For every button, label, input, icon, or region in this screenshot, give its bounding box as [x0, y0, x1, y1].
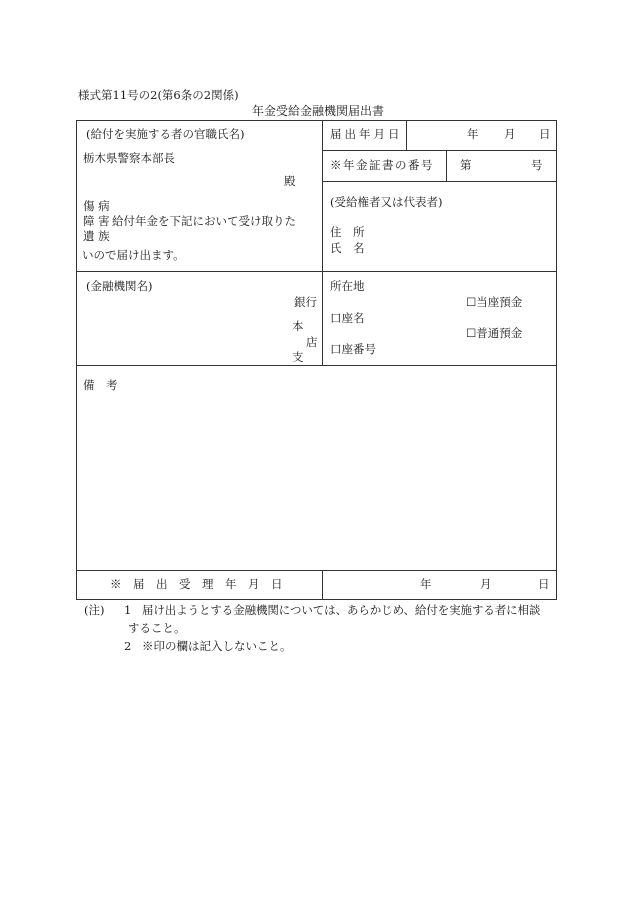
- location-label: 所在地: [330, 279, 365, 293]
- note1-line2: すること。: [128, 621, 186, 635]
- branch-label: 支: [292, 350, 304, 364]
- date-year: 年: [467, 127, 479, 141]
- bank-label: 銀行: [294, 295, 317, 309]
- cell-divider: [322, 150, 557, 151]
- column-divider: [322, 570, 323, 600]
- request-end: いので届け出ます。: [82, 248, 185, 262]
- row-divider: [76, 570, 557, 571]
- cell-divider: [406, 120, 407, 150]
- kind-survivor: 遺 族: [83, 229, 110, 243]
- reception-day: 日: [538, 577, 550, 591]
- institution-label: (金融機関名): [86, 279, 153, 293]
- form-outer-border: [76, 120, 557, 600]
- official-name: 栃木県警察本部長: [83, 151, 175, 165]
- head-office-label: 本: [292, 319, 304, 333]
- note1-line1: 届け出ようとする金融機関については、あらかじめ、給付を実施する者に相談: [142, 603, 541, 617]
- cert-go: 号: [531, 158, 543, 172]
- note1-number: 1: [124, 603, 132, 617]
- name-label: 氏 名: [330, 241, 365, 255]
- note2-text: ※印の欄は記入しないこと。: [142, 639, 292, 653]
- form-title: 年金受給金融機関届出書: [252, 104, 385, 118]
- notes-prefix: (注): [84, 603, 105, 617]
- recipient-label: (受給権者又は代表者): [330, 195, 443, 209]
- reception-year: 年: [420, 577, 432, 591]
- note2-number: 2: [124, 639, 132, 653]
- kind-disability: 障 害: [83, 214, 110, 228]
- reception-label: ※ 届 出 受 理 年 月 日: [110, 577, 283, 591]
- store-label: 店: [306, 335, 318, 349]
- cell-divider: [446, 150, 447, 181]
- official-label: (給付を実施する者の官職氏名): [86, 127, 245, 141]
- column-divider: [322, 120, 323, 365]
- honorific: 殿: [284, 174, 296, 188]
- cert-dai: 第: [460, 158, 472, 172]
- account-name-label: 口座名: [330, 311, 365, 325]
- form-number: 様式第11号の2(第6条の2関係): [78, 88, 239, 102]
- row-divider: [76, 365, 557, 366]
- address-label: 住 所: [330, 225, 365, 239]
- cert-label: ※年金証書の番号: [330, 158, 434, 172]
- remarks-label: 備 考: [83, 378, 118, 392]
- kind-injury: 傷 病: [83, 199, 110, 213]
- cell-divider: [322, 181, 557, 182]
- reception-month: 月: [480, 577, 492, 591]
- date-month: 月: [504, 127, 516, 141]
- date-label: 届出年月日: [330, 127, 403, 141]
- savings-option[interactable]: ☐普通預金: [466, 326, 523, 340]
- row-divider: [76, 271, 557, 272]
- date-day: 日: [539, 127, 551, 141]
- account-number-label: 口座番号: [330, 342, 376, 356]
- request-line: 給付年金を下記において受け取りた: [112, 214, 296, 228]
- checking-option[interactable]: ☐当座預金: [466, 295, 523, 309]
